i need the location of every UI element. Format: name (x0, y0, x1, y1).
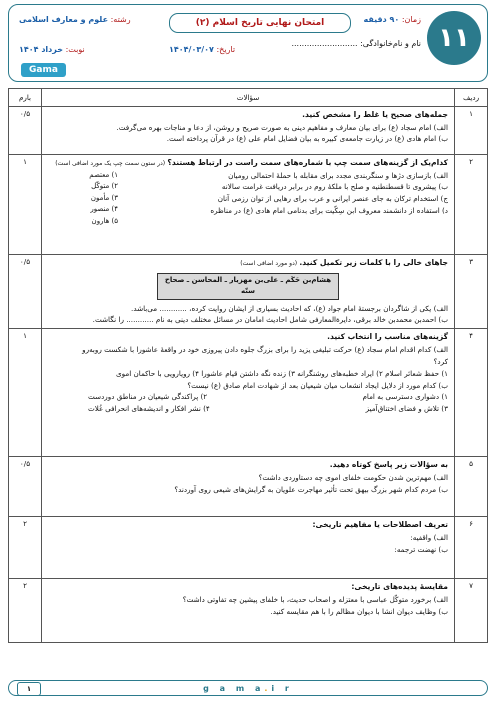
question-number: ۳ (455, 255, 488, 329)
question-body (42, 107, 455, 155)
question-b-options-row2 (48, 403, 448, 415)
column-header-num: ردیف (455, 89, 488, 107)
question-title: گزینه‌های مناسب را انتخاب کنید. (327, 332, 448, 342)
question-title: جاهای خالی را با کلمات زیر تکمیل کنید. (299, 258, 448, 267)
table-header-row (9, 89, 488, 107)
column-header-score: بارم (9, 89, 42, 107)
statement-a: الف) امام سجاد (ع) برای بیان معارف و مفاهیم دینی به صورت صریح و روشن، از دعا و مناجات بهره می‌گرفت. (116, 122, 448, 132)
question-row-4 (9, 329, 488, 457)
questions-table (8, 88, 488, 643)
question-number: ۷ (455, 579, 488, 643)
time-field: زمان: ۹۰ دقیقه (363, 15, 421, 24)
question-title: مقایسهٔ پدیده‌های تاریخی: (351, 582, 448, 592)
match-item-a: الف) بازسازی دژها و سنگربندی مجدد برای مقابله با حملهٔ احتمالی رومیان (228, 170, 448, 180)
question-a-line1: الف) کدام اقدام امام سجاد (ع) حرکت تبلیغی یزید را برای بزرگ جلوه دادن پیروزی خود در واقعهٔ عاشورا با شکست روبه‌رو (82, 344, 448, 354)
match-item-c: ج) استخدام ترکان به جای عنصر ایرانی و عرب برای رهایی از توان رزمی آنان (217, 194, 448, 204)
question-b: ب) مردم کدام شهر بزرگ بیهق تحت تأثیر مهاجرت علویان به گرایش‌های شیعی روی آوردند؟ (174, 484, 448, 494)
compare-b: ب) وظایف دیوان انشا با دیوان مظالم را با هم مقایسه کنید. (270, 606, 448, 616)
question-b: ب) کدام مورد از دلایل ایجاد انشعاب میان شیعیان بعد از شهادت امام صادق (ع) نیست؟ (187, 380, 448, 390)
match-options (48, 170, 128, 228)
blank-a: الف) یکی از شاگردان برجستهٔ امام جواد (ع)، که احادیث بسیاری از ایشان روایت کرده، ............ می‌باشد. (131, 303, 448, 313)
question-row-5 (9, 457, 488, 517)
question-body (42, 255, 455, 329)
option-4: ۴) نشر افکار و اندیشه‌های انحرافی غُلات (88, 404, 210, 414)
question-number: ۲ (455, 155, 488, 255)
exam-page (8, 4, 488, 698)
question-body (42, 155, 455, 255)
footer-site-dot: . (264, 683, 272, 693)
question-score: ۲ (9, 517, 42, 579)
field-field: رشته: علوم و معارف اسلامی (19, 15, 131, 24)
session-field: نوبت: خرداد ۱۴۰۴ (19, 45, 85, 54)
question-number: ۱ (455, 107, 488, 155)
exam-header (8, 4, 488, 82)
question-body (42, 579, 455, 643)
question-title: کدام‌یک از گزینه‌های سمت چپ با شماره‌های سمت راست در ارتباط هستند؟ (167, 158, 448, 167)
question-number: ۴ (455, 329, 488, 457)
question-row-2 (9, 155, 488, 255)
date-field: تاریخ: ۱۴۰۴/۰۳/۰۷ (169, 45, 236, 54)
footer-site-b: i r (271, 683, 293, 693)
question-row-6 (9, 517, 488, 579)
compare-a: الف) برخورد متوکّل عباسی با معتزله و اصحاب حدیث، با خلفای پیشین چه تفاوتی داشت؟ (182, 594, 448, 604)
question-row-3 (9, 255, 488, 329)
match-option-1: ۱) معتصم (89, 170, 118, 179)
question-number: ۶ (455, 517, 488, 579)
match-option-5: ۵) هارون (91, 216, 118, 225)
question-a: الف) مهم‌ترین شدن حکومت خلفای اموی چه دستاوردی داشت؟ (258, 472, 448, 482)
question-a-options: ۱) حفظ شعائر اسلام ۲) ایراد خطبه‌های روشنگرانه ۳) زنده نگه داشتن قیام عاشورا ۴) رویارویی با حاکمان اموی (116, 368, 448, 378)
option-1: ۱) دشواری دسترسی به امام (362, 392, 448, 402)
question-score: ۱ (9, 155, 42, 255)
page-number: ۱ (17, 682, 41, 696)
question-row-1 (9, 107, 488, 155)
question-title: جمله‌های صحیح یا غلط را مشخص کنید. (302, 110, 448, 119)
gama-logo: Gama (21, 63, 66, 77)
question-body (42, 457, 455, 517)
question-score: ۰/۵ (9, 255, 42, 329)
match-item-d: د) استفاده از دانشمند معروف ابن سِکّیت برای بدنامی امام هادی (ع) در مناظره (210, 206, 448, 216)
question-score: ۱ (9, 329, 42, 457)
matching-block (48, 170, 448, 228)
question-title: به سؤالات زیر پاسخ کوتاه دهید. (329, 460, 448, 470)
question-note: (دو مورد اضافی است) (240, 260, 298, 267)
exam-title: امتحان نهایی تاریخ اسلام (۲) (169, 13, 351, 33)
term-a: الف) واقفیه: (410, 532, 448, 542)
question-row-7 (9, 579, 488, 643)
question-number: ۵ (455, 457, 488, 517)
question-title: تعریف اصطلاحات یا مفاهیم تاریخی: (312, 520, 448, 530)
match-option-3: ۳) مأمون (90, 193, 118, 202)
question-score: ۰/۵ (9, 107, 42, 155)
statement-b: ب) امام هادی (ع) در زیارت جامعه‌ی کبیره به بیان فضایل امام علی (ع) در قرآن پرداخته است. (166, 134, 448, 144)
question-b-options-row1 (48, 391, 448, 403)
footer-site-a: g a m a (203, 683, 265, 693)
question-body (42, 517, 455, 579)
match-item-b: ب) پیشروی تا قسطنطنیه و صلح با ملکهٔ روم در برابر دریافت غرامت سالانه (221, 182, 448, 192)
word-bank: هشام‌بن حَکَم ـ علی‌بن مهزیار ـ المحاسن ـ صحاح ستّه (157, 273, 339, 300)
question-score: ۰/۵ (9, 457, 42, 517)
blank-b: ب) احمدبن محمدبن خالد برقی، دایرة‌المعارفی شامل احادیث امامان در مسائل مختلف دینی به نام ............ را نگاشت. (92, 315, 448, 325)
match-option-2: ۲) متوکّل (91, 182, 118, 191)
option-2: ۲) پراکندگی شیعیان در مناطق دوردست (88, 392, 208, 402)
question-body (42, 329, 455, 457)
option-3: ۳) تلاش و فضای اختناق‌آمیز (365, 404, 448, 414)
question-score: ۲ (9, 579, 42, 643)
match-option-4: ۴) منصور (90, 205, 118, 214)
student-name-field[interactable]: نام و نام‌خانوادگی: .......................... (291, 39, 421, 48)
column-header-questions: سؤالات (42, 89, 455, 107)
question-note: (در ستون سمت چپ یک مورد اضافی است) (55, 160, 166, 167)
grade-badge: ۱۱ (427, 11, 481, 65)
question-a-line2: کرد؟ (433, 356, 448, 366)
page-footer (8, 680, 488, 696)
term-b: ب) نهضت ترجمه: (394, 544, 448, 554)
